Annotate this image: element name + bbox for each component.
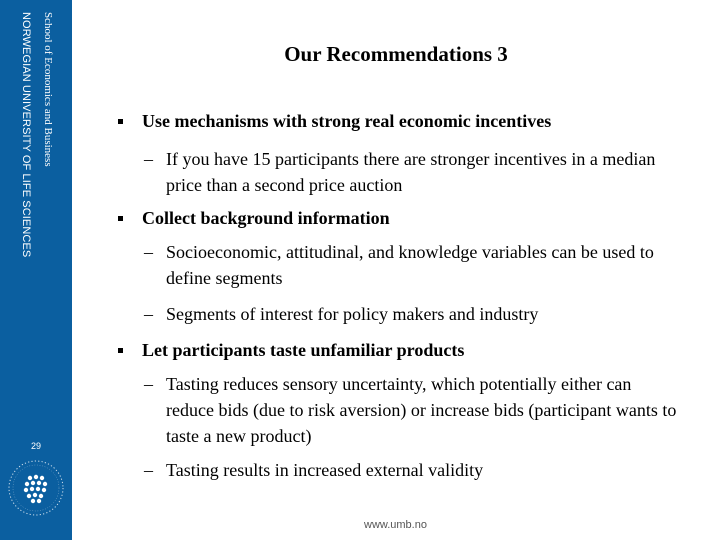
slide-title: Our Recommendations 3	[284, 42, 508, 66]
sub-bullet: – Tasting results in increased external validity	[118, 457, 678, 483]
dash-marker: –	[144, 374, 153, 394]
university-logo-icon	[6, 458, 66, 518]
bullet-taste-products: Let participants taste unfamiliar products	[118, 337, 678, 363]
sub-bullet: – Segments of interest for policy makers and industry	[118, 301, 678, 327]
university-name: NORWEGIAN UNIVERSITY OF LIFE SCIENCES	[20, 12, 32, 258]
sidebar	[0, 0, 72, 540]
sub-bullet: – If you have 15 participants there are stronger incentives in a median price than a second price auction	[118, 146, 678, 198]
page-number: 29	[30, 441, 41, 451]
school-name: School of Economics and Business	[42, 12, 54, 167]
bullet-marker	[118, 119, 123, 124]
slide-content	[118, 108, 678, 483]
dash-marker: –	[144, 460, 153, 480]
sub-bullet: – Socioeconomic, attitudinal, and knowledge variables can be used to define segments	[118, 239, 678, 291]
sub-bullet: – Tasting reduces sensory uncertainty, which potentially either can reduce bids (due to risk aversion) or increase bids (participant wants to taste a new product)	[118, 371, 678, 449]
footer-url[interactable]: www.umb.no	[364, 519, 427, 531]
dash-marker: –	[144, 242, 153, 262]
bullet-marker	[118, 216, 123, 221]
bullet-incentives: Use mechanisms with strong real economic incentives	[118, 108, 678, 134]
dash-marker: –	[144, 149, 153, 169]
bullet-marker	[118, 348, 123, 353]
dash-marker: –	[144, 304, 153, 324]
bullet-background-info: Collect background information	[118, 205, 678, 231]
